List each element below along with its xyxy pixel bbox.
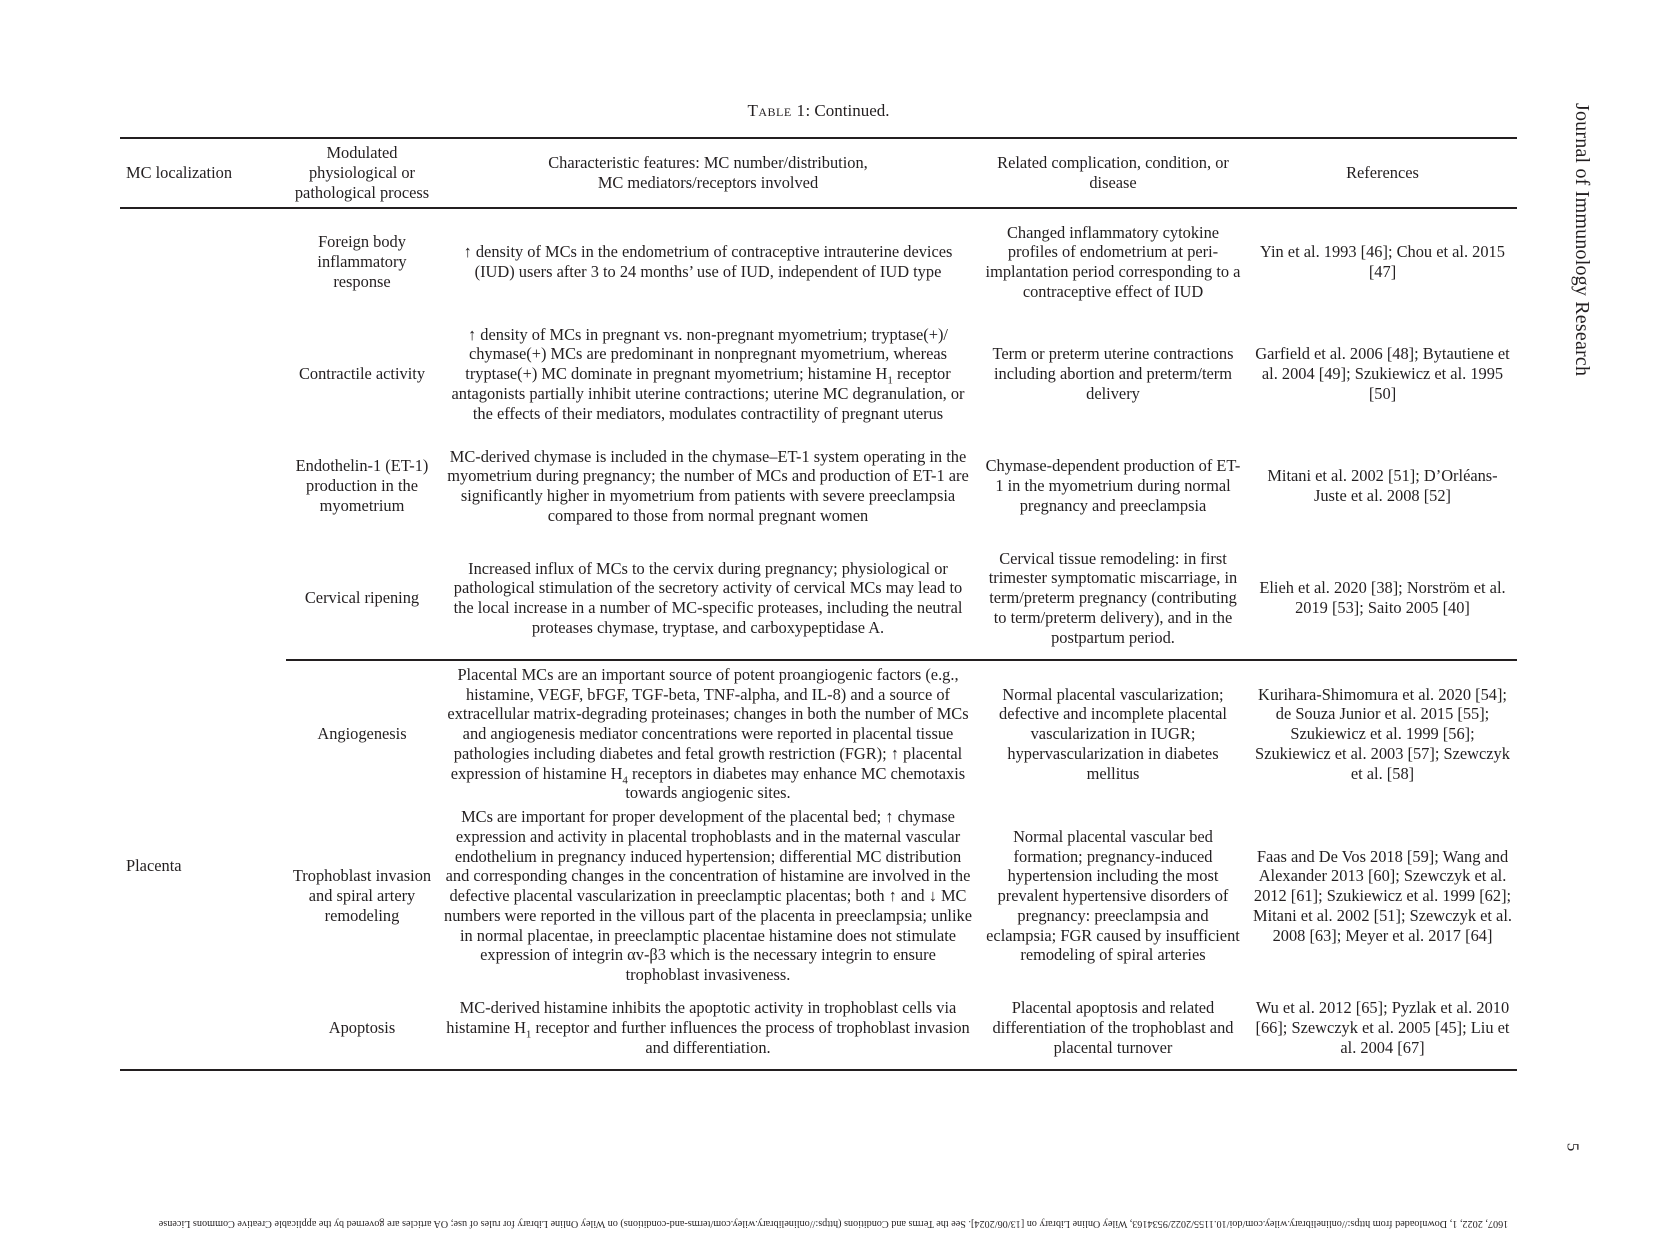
complication-cell: Cervical tissue remodeling: in first trimester symptomatic miscarriage, in term/preterm pregnancy (contributing to term/preterm delivery), and in the postpartum period. xyxy=(978,537,1248,660)
header-mc-localization: MC localization xyxy=(120,138,286,208)
table-row xyxy=(120,435,1517,537)
features-cell: MCs are important for proper development of the placental bed; ↑ chymase expression and activity in placental trophoblasts and in the maternal vascular endothelium in pregnancy induced hypertension; differential MC distribution and corresponding changes in the concentration of histamine are involved in the defective placental vascularization in preeclamptic placentas; both ↑ and ↓ MC numbers were reported in the villous part of the placenta in preeclampsia; unlike in normal placentae, in preeclamptic placentae histamine does not stimulate expression of integrin αv-β3 which is the necessary integrin to ensure trophoblast invasiveness. xyxy=(444,807,972,984)
complication-cell: Placental apoptosis and related differentiation of the trophoblast and placental turnover xyxy=(978,987,1248,1070)
references-cell: Kurihara-Shimomura et al. 2020 [54]; de Souza Junior et al. 2015 [55]; Szukiewicz et al. 1999 [56]; Szukiewicz et al. 2003 [57]; Szewczyk et al. [58] xyxy=(1255,684,1510,783)
features-cell: MC-derived chymase is included in the chymase–ET-1 system operating in the myometrium during pregnancy; the number of MCs and production of ET-1 are significantly higher in myometrium from patients with severe preeclampsia compared to those from normal pregnant women xyxy=(447,446,969,525)
complication-cell: Normal placental vascular bed formation; pregnancy-induced hypertension including the most prevalent hypertensive disorders of pregnancy: preeclampsia and eclampsia; FGR caused by insufficient remodeling of spiral arteries xyxy=(986,827,1240,965)
complication-cell: Term or preterm uterine contractions including abortion and preterm/term delivery xyxy=(992,344,1234,403)
references-cell: Wu et al. 2012 [65]; Pyzlak et al. 2010 [66]; Szewczyk et al. 2005 [45]; Liu et al. 2004 [67] xyxy=(1248,987,1517,1070)
table-row xyxy=(120,987,1517,1070)
features-text: ↑ density of MCs in pregnant vs. non-pregnant myometrium; tryptase(+)/ chymase(+) MCs are predominant in nonpregnant myometrium, whereas tryptase(+) MC dominate in pregnant myometrium; histamine H xyxy=(465,324,948,384)
references-cell: Elieh et al. 2020 [38]; Norström et al. 2019 [53]; Saito 2005 [40] xyxy=(1248,537,1517,660)
references-cell: Yin et al. 1993 [46]; Chou et al. 2015 [47] xyxy=(1260,242,1505,281)
table-container xyxy=(120,137,1517,1071)
features-cell xyxy=(438,987,978,1070)
process-cell: Cervical ripening xyxy=(286,537,438,660)
features-text: Placental MCs are an important source of potent proangiogenic factors (e.g., histamine, VEGF, bFGF, TGF-beta, TNF-alpha, and IL-8) and a source of extracellular matrix-degrading proteinases; changes in both the number of MCs and angiogenesis mediator concentrations were reported in placental tissue pathologies including diabetes and fetal growth restriction (FGR); ↑ placental expression of histamine H xyxy=(447,665,969,783)
process-cell: Foreign body inflammatory response xyxy=(317,232,407,291)
journal-running-title: Journal of Immunology Research xyxy=(1571,103,1593,377)
table-caption-text: : Continued. xyxy=(805,101,890,120)
process-cell: Endothelin-1 (ET-1) production in the myometrium xyxy=(295,456,429,515)
complication-cell: Changed inflammatory cytokine profiles of endometrium at peri-implantation period corresponding to a contraceptive effect of IUD xyxy=(985,222,1241,301)
features-subscript: 4 xyxy=(622,773,628,786)
header-related-complication: Related complication, condition, or disease xyxy=(978,138,1248,208)
process-cell: Apoptosis xyxy=(286,987,438,1070)
table-row xyxy=(120,805,1517,987)
table-header-row xyxy=(120,138,1517,208)
download-footer: 1607, 2022, 1, Downloaded from https://onlinelibrary.wiley.com/doi/10.1155/2022/9534163, Wiley Online Library on [13/06/2024]. See the Terms and Conditions (https://onlinelibrary.wiley.com/terms-and-conditions) on Wiley Online Library for rules of use; OA articles are governed by the applicable Creative Commons License xyxy=(158,1218,1509,1229)
location-cell xyxy=(120,208,286,660)
header-references: References xyxy=(1248,138,1517,208)
header-features-line2: MC mediators/receptors involved xyxy=(597,173,819,192)
references-cell: Faas and De Vos 2018 [59]; Wang and Alexander 2013 [60]; Szewczyk et al. 2012 [61]; Szukiewicz et al. 1999 [62]; Mitani et al. 2002 [51]; Szewczyk et al. 2008 [63]; Meyer et al. 2017 [64] xyxy=(1253,846,1512,945)
page-number: 5 xyxy=(1563,1142,1583,1152)
header-characteristic-features xyxy=(438,138,978,208)
features-subscript: 1 xyxy=(887,374,893,387)
features-cell: ↑ density of MCs in the endometrium of contraceptive intrauterine devices (IUD) users after 3 to 24 months’ use of IUD, independent of IUD type xyxy=(463,242,953,281)
mast-cell-table xyxy=(120,137,1517,1071)
features-text: receptor antagonists partially inhibit uterine contractions; uterine MC degranulation, or the effects of their mediators, modulates contractility of pregnant uterus xyxy=(451,364,965,423)
table-row xyxy=(120,537,1517,660)
features-cell xyxy=(438,660,978,805)
table-caption-label: Table 1 xyxy=(747,101,806,120)
process-cell: Trophoblast invasion and spiral artery remodeling xyxy=(292,866,432,925)
features-cell: Increased influx of MCs to the cervix during pregnancy; physiological or pathological stimulation of the secretory activity of cervical MCs may lead to the local increase in a number of MC-specific proteases, including the neutral proteases chymase, tryptase, and carboxypeptidase A. xyxy=(438,537,978,660)
table-row xyxy=(120,313,1517,435)
features-cell xyxy=(438,313,978,435)
features-text: receptors in diabetes may enhance MC chemotaxis towards angiogenic sites. xyxy=(625,763,966,803)
header-modulated-process: Modulated physiological or pathological process xyxy=(286,138,438,208)
features-text: receptor and further influences the process of trophoblast invasion and differentiation. xyxy=(531,1018,970,1057)
table-row xyxy=(120,208,1517,313)
table-caption xyxy=(120,101,1517,121)
references-cell: Mitani et al. 2002 [51]; D’Orléans-Juste et al. 2008 [52] xyxy=(1267,466,1498,505)
process-cell: Contractile activity xyxy=(298,364,426,384)
location-cell: Placenta xyxy=(120,660,286,1070)
complication-cell: Chymase-dependent production of ET-1 in the myometrium during normal pregnancy and preeclampsia xyxy=(985,456,1241,515)
header-features-line1: Characteristic features: MC number/distribution, xyxy=(548,153,868,173)
references-cell: Garfield et al. 2006 [48]; Bytautiene et al. 2004 [49]; Szukiewicz et al. 1995 [50] xyxy=(1255,344,1510,403)
features-subscript: 1 xyxy=(525,1028,532,1041)
features-text: MC-derived histamine inhibits the apoptotic activity in trophoblast cells via histamine H xyxy=(446,998,957,1038)
complication-cell: Normal placental vascularization; defective and incomplete placental vascularization in IUGR; hypervascularization in diabetes mellitus xyxy=(999,684,1227,783)
process-cell: Angiogenesis xyxy=(317,724,407,744)
table-row xyxy=(120,660,1517,805)
